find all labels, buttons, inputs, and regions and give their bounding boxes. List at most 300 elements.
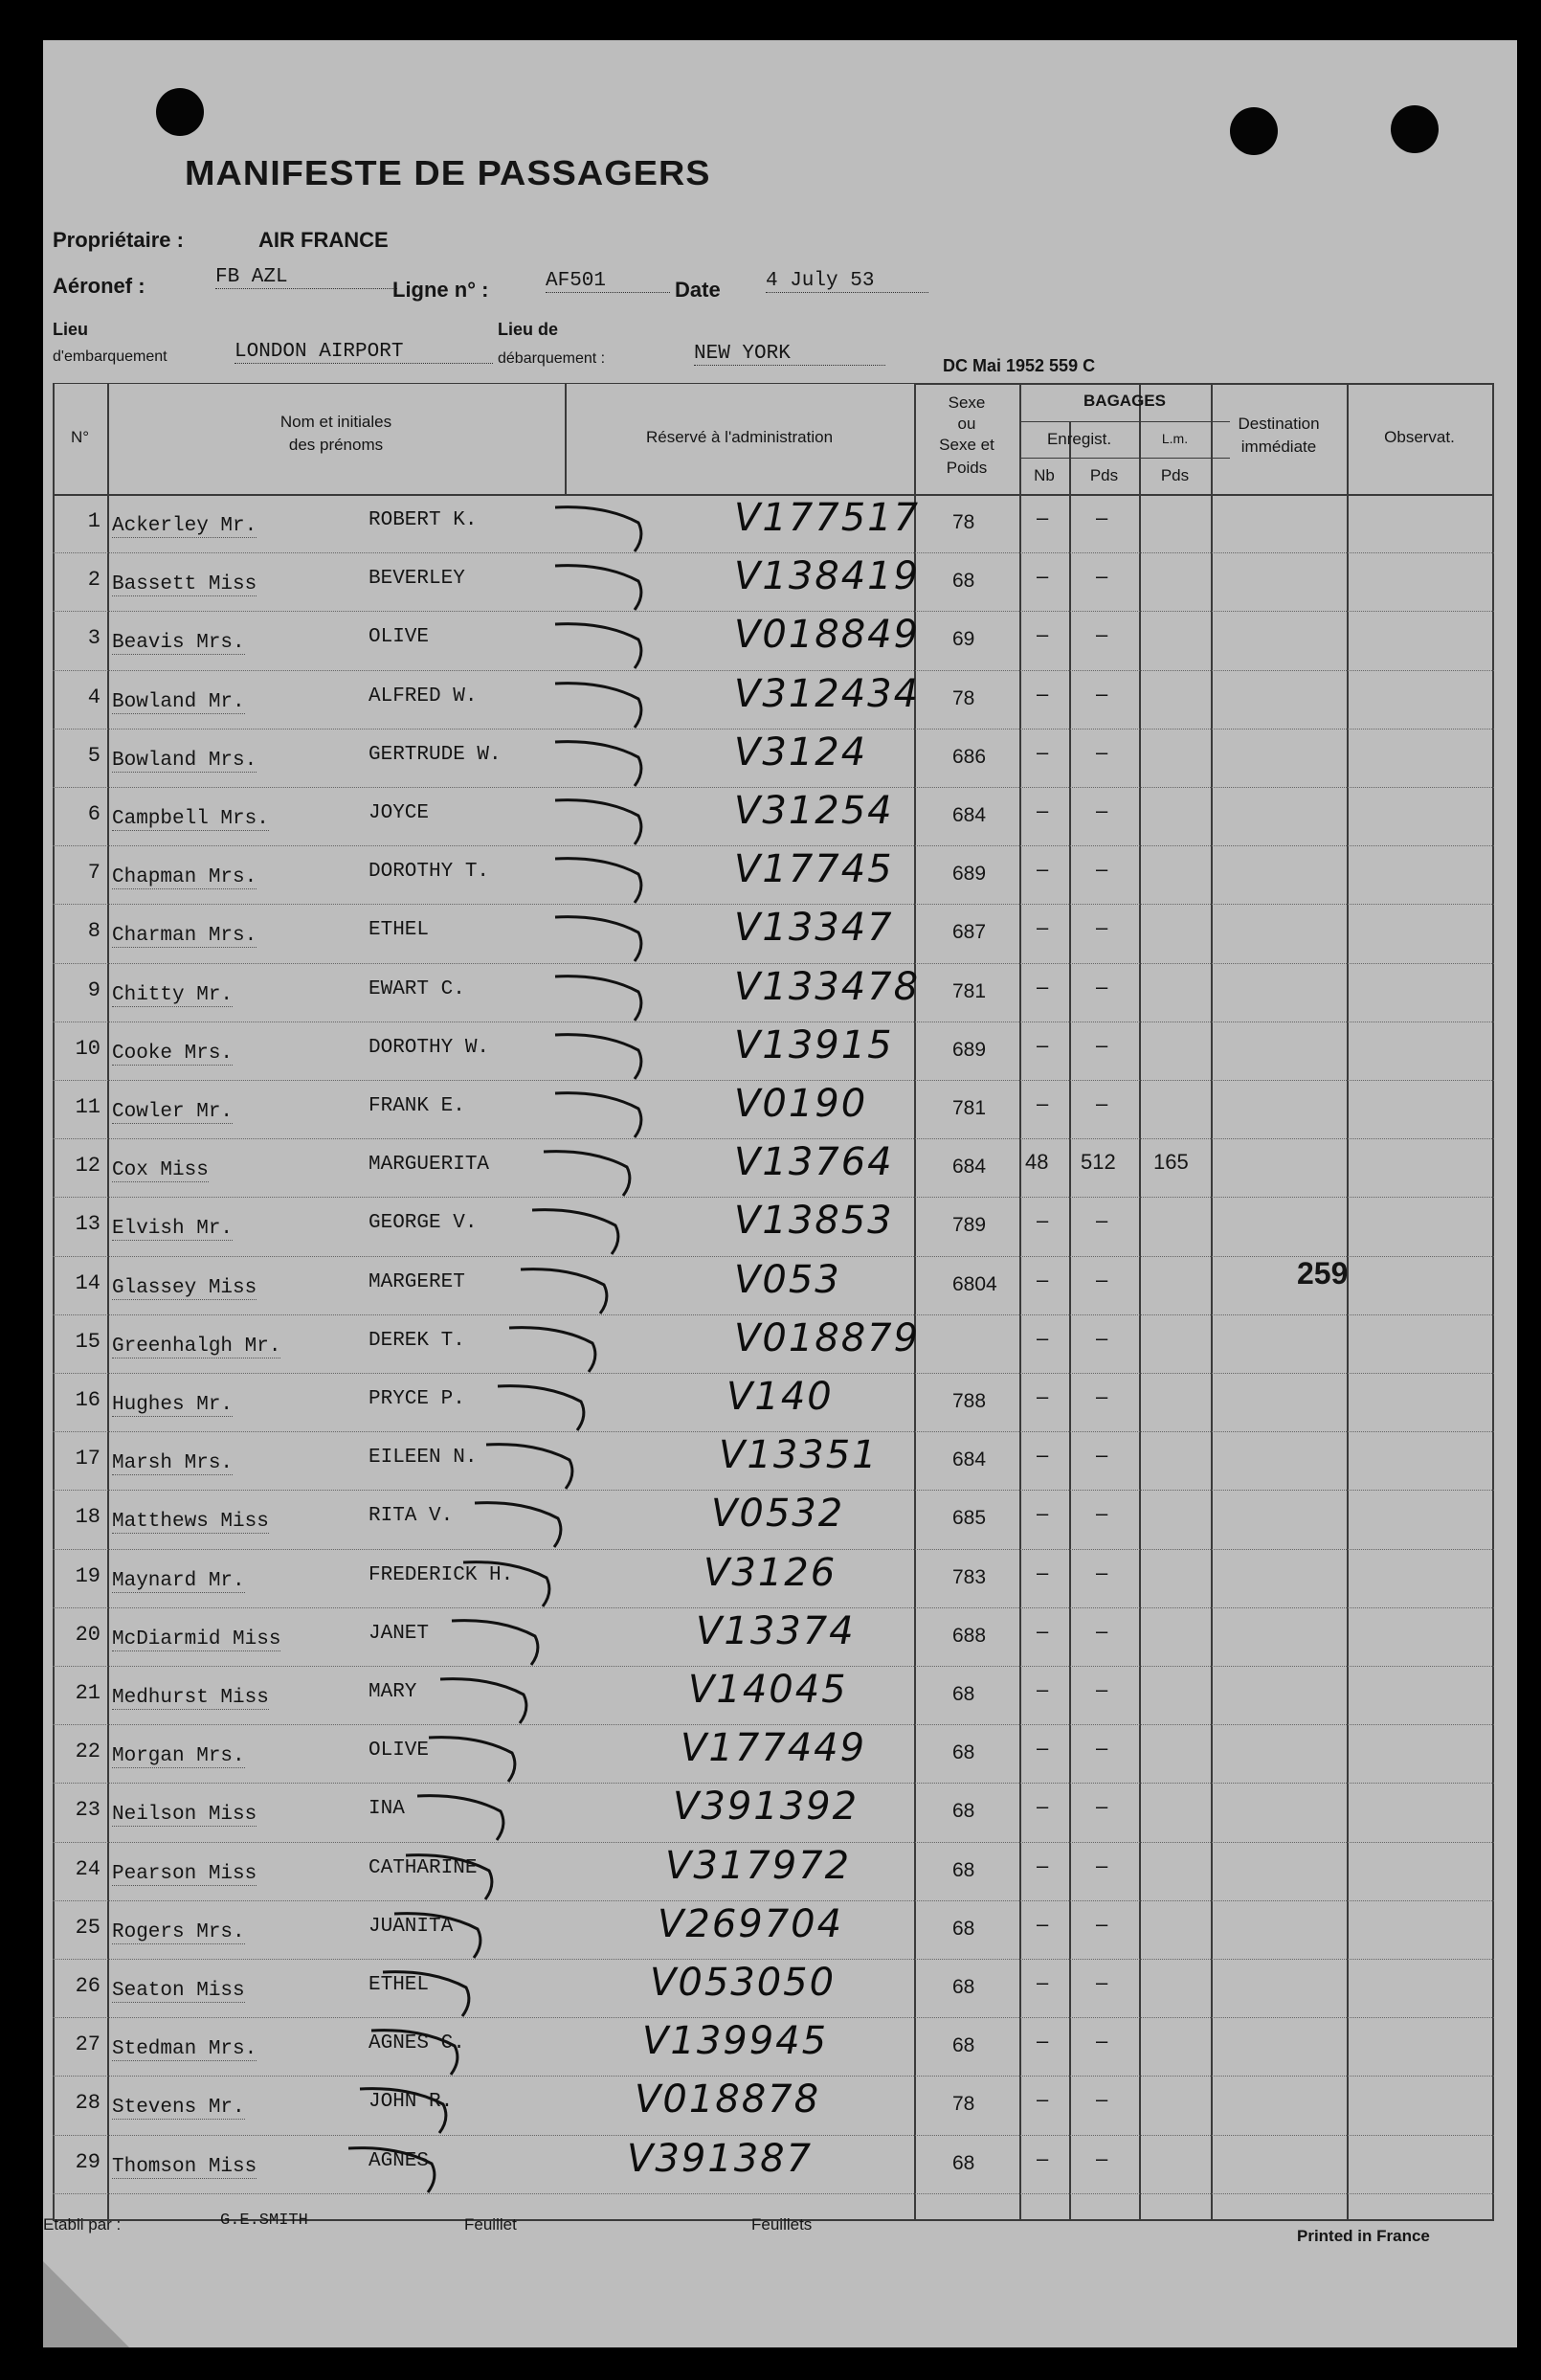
- empty-dash-icon: –: [1096, 1501, 1108, 1526]
- check-mark-icon: [470, 1490, 585, 1557]
- passenger-surname: Ackerley Mr.: [112, 515, 257, 537]
- check-mark-icon: [344, 2135, 458, 2202]
- ligne-label: Ligne n° :: [392, 278, 489, 302]
- passenger-table: [53, 383, 1494, 2219]
- admin-reference: V139945: [642, 2019, 829, 2064]
- table-row: [53, 1256, 1494, 1311]
- passenger-given-names: INA: [368, 1798, 405, 1821]
- passenger-surname: Chapman Mrs.: [112, 866, 257, 889]
- empty-dash-icon: –: [1096, 857, 1108, 882]
- passenger-surname: Chitty Mr.: [112, 983, 234, 1006]
- lieu-debarquement-label-2: débarquement :: [498, 350, 606, 367]
- empty-dash-icon: –: [1096, 1384, 1108, 1408]
- table-row: [53, 1900, 1494, 1955]
- table-row: [53, 552, 1494, 607]
- row-number: 23: [75, 1798, 100, 1823]
- empty-dash-icon: –: [1037, 1736, 1049, 1761]
- check-mark-icon: [413, 1783, 527, 1850]
- row-number: 25: [75, 1915, 100, 1940]
- admin-reference: V269704: [658, 1901, 844, 1946]
- passenger-surname: Rogers Mrs.: [112, 1920, 245, 1943]
- passenger-surname: Elvish Mr.: [112, 1218, 234, 1241]
- empty-dash-icon: –: [1037, 1267, 1049, 1291]
- empty-dash-icon: –: [1096, 564, 1108, 589]
- empty-dash-icon: –: [1096, 974, 1108, 999]
- row-number: 27: [75, 2032, 100, 2057]
- row-number: 7: [87, 861, 100, 886]
- empty-dash-icon: –: [1037, 1911, 1049, 1936]
- passenger-given-names: OLIVE: [368, 626, 430, 649]
- check-mark-icon: [550, 904, 665, 971]
- check-mark-icon: [550, 963, 665, 1030]
- table-row: [53, 845, 1494, 900]
- hand-baggage-weight: 165: [1153, 1150, 1189, 1175]
- passenger-given-names: GEORGE V.: [368, 1212, 478, 1235]
- table-row: [53, 1842, 1494, 1897]
- empty-dash-icon: –: [1096, 2087, 1108, 2112]
- passenger-surname: Stedman Mrs.: [112, 2038, 257, 2061]
- passenger-surname: Stevens Mr.: [112, 2097, 245, 2120]
- passenger-given-names: EWART C.: [368, 977, 465, 1000]
- passenger-given-names: DOROTHY T.: [368, 861, 490, 884]
- table-row: [53, 1549, 1494, 1604]
- check-mark-icon: [355, 2076, 470, 2143]
- sexe-poids-value: 684: [952, 1448, 987, 1471]
- lieu-debarquement-value: NEW YORK: [694, 343, 885, 366]
- sexe-poids-value: 781: [952, 1097, 987, 1119]
- table-row: [53, 963, 1494, 1018]
- passenger-surname: Beavis Mrs.: [112, 632, 245, 655]
- passenger-surname: Greenhalgh Mr.: [112, 1335, 281, 1358]
- empty-dash-icon: –: [1037, 739, 1049, 764]
- row-number: 6: [87, 802, 100, 826]
- table-row: [53, 729, 1494, 783]
- col-header-admin: Réservé à l'administration: [645, 428, 834, 446]
- check-mark-icon: [390, 1900, 504, 1967]
- admin-reference: V018849: [734, 613, 921, 658]
- passenger-surname: Bowland Mr.: [112, 690, 245, 713]
- empty-dash-icon: –: [1096, 1736, 1108, 1761]
- table-row: [53, 2135, 1494, 2189]
- empty-dash-icon: –: [1037, 1325, 1049, 1350]
- passenger-given-names: ROBERT K.: [368, 509, 478, 531]
- check-mark-icon: [550, 1080, 665, 1147]
- admin-reference: V14045: [688, 1668, 848, 1712]
- passenger-given-names: MARY: [368, 1681, 417, 1703]
- passenger-given-names: DEREK T.: [368, 1329, 465, 1352]
- check-mark-icon: [539, 1138, 654, 1205]
- sexe-poids-value: 78: [952, 511, 975, 533]
- col-header-destination-2: immédiate: [1240, 438, 1317, 456]
- table-row: [53, 1197, 1494, 1251]
- empty-dash-icon: –: [1096, 1208, 1108, 1233]
- empty-dash-icon: –: [1037, 1560, 1049, 1584]
- admin-reference: V0532: [711, 1492, 845, 1537]
- sexe-poids-value: 686: [952, 745, 987, 768]
- col-header-no: N°: [70, 428, 90, 446]
- sexe-poids-value: 789: [952, 1214, 987, 1237]
- passenger-given-names: RITA V.: [368, 1505, 454, 1528]
- table-row: [53, 494, 1494, 549]
- empty-dash-icon: –: [1096, 1618, 1108, 1643]
- admin-reference: V391392: [673, 1785, 860, 1830]
- passenger-surname: Neilson Miss: [112, 1804, 257, 1827]
- admin-reference: V0190: [734, 1082, 868, 1126]
- empty-dash-icon: –: [1096, 1852, 1108, 1877]
- empty-dash-icon: –: [1037, 1501, 1049, 1526]
- empty-dash-icon: –: [1096, 739, 1108, 764]
- row-number: 2: [87, 568, 100, 593]
- passenger-surname: Maynard Mr.: [112, 1569, 245, 1592]
- passenger-surname: Seaton Miss: [112, 1980, 245, 2002]
- empty-dash-icon: –: [1037, 1794, 1049, 1819]
- row-number: 16: [75, 1388, 100, 1412]
- passenger-given-names: MARGERET: [368, 1270, 465, 1293]
- table-row: [53, 1724, 1494, 1779]
- admin-reference: V13915: [734, 1022, 894, 1067]
- row-number: 10: [75, 1036, 100, 1061]
- sexe-poids-value: 69: [952, 628, 975, 651]
- table-row: [53, 1431, 1494, 1486]
- sexe-poids-value: 684: [952, 1156, 987, 1179]
- empty-dash-icon: –: [1037, 1384, 1049, 1408]
- admin-reference: V3124: [734, 730, 868, 775]
- admin-reference: V053050: [650, 1961, 837, 2005]
- passenger-given-names: GERTRUDE W.: [368, 743, 502, 766]
- table-row: [53, 1607, 1494, 1662]
- empty-dash-icon: –: [1037, 915, 1049, 940]
- table-row: [53, 1138, 1494, 1193]
- empty-dash-icon: –: [1037, 622, 1049, 647]
- empty-dash-icon: –: [1096, 1911, 1108, 1936]
- table-row: [53, 670, 1494, 725]
- passenger-given-names: AGNES C.: [368, 2032, 465, 2055]
- sexe-poids-value: 684: [952, 804, 987, 826]
- sexe-poids-value: 685: [952, 1507, 987, 1530]
- empty-dash-icon: –: [1037, 974, 1049, 999]
- col-header-bagages: BAGAGES: [1083, 392, 1166, 410]
- empty-dash-icon: –: [1096, 1560, 1108, 1584]
- date-label: Date: [675, 278, 721, 302]
- passenger-surname: Pearson Miss: [112, 1862, 257, 1885]
- col-header-sexe-2: ou: [957, 415, 976, 433]
- row-number: 18: [75, 1505, 100, 1530]
- sexe-poids-value: 783: [952, 1565, 987, 1588]
- row-number: 15: [75, 1329, 100, 1354]
- admin-reference: V177449: [681, 1726, 867, 1771]
- admin-reference: V317972: [665, 1843, 852, 1888]
- passenger-surname: Medhurst Miss: [112, 1687, 269, 1709]
- lieu-embarquement-label-2: d'embarquement: [53, 348, 168, 365]
- table-row: [53, 611, 1494, 665]
- page-title: MANIFESTE DE PASSAGERS: [185, 153, 711, 192]
- table-row: [53, 2076, 1494, 2130]
- empty-dash-icon: –: [1037, 2087, 1049, 2112]
- sexe-poids-value: 689: [952, 1038, 987, 1061]
- table-row: [53, 1490, 1494, 1544]
- passenger-surname: Morgan Mrs.: [112, 1745, 245, 1768]
- col-header-lm: L.m.: [1161, 431, 1189, 446]
- table-row: [53, 1959, 1494, 2013]
- sexe-poids-value: 68: [952, 1976, 975, 1998]
- row-number: 21: [75, 1681, 100, 1705]
- admin-reference: V31254: [734, 789, 894, 833]
- row-divider: [53, 2193, 1494, 2194]
- table-row: [53, 904, 1494, 958]
- passenger-surname: Charman Mrs.: [112, 925, 257, 948]
- empty-dash-icon: –: [1037, 798, 1049, 822]
- row-number: 28: [75, 2091, 100, 2116]
- passenger-surname: Bowland Mrs.: [112, 749, 257, 772]
- proprietaire-label: Propriétaire :: [53, 228, 184, 252]
- row-number: 29: [75, 2149, 100, 2174]
- admin-reference: V018879: [734, 1315, 921, 1360]
- empty-dash-icon: –: [1096, 1325, 1108, 1350]
- empty-dash-icon: –: [1096, 2029, 1108, 2054]
- row-number: 24: [75, 1856, 100, 1881]
- aeronef-value: FB AZL: [215, 266, 397, 289]
- passenger-surname: Marsh Mrs.: [112, 1452, 234, 1475]
- check-mark-icon: [504, 1314, 619, 1381]
- sexe-poids-value: 687: [952, 921, 987, 944]
- manifest-sheet: [43, 40, 1517, 2347]
- check-mark-icon: [550, 787, 665, 854]
- row-number: 26: [75, 1974, 100, 1998]
- check-mark-icon: [550, 611, 665, 678]
- empty-dash-icon: –: [1037, 564, 1049, 589]
- admin-reference: V133478: [734, 964, 921, 1009]
- baggage-count: 48: [1025, 1150, 1049, 1175]
- check-mark-icon: [550, 845, 665, 912]
- row-number: 17: [75, 1447, 100, 1471]
- empty-dash-icon: –: [1096, 1970, 1108, 1994]
- passenger-surname: Hughes Mr.: [112, 1394, 234, 1416]
- empty-dash-icon: –: [1096, 681, 1108, 706]
- table-row: [53, 1080, 1494, 1134]
- col-header-pds-1: Pds: [1089, 466, 1119, 484]
- empty-dash-icon: –: [1037, 1032, 1049, 1057]
- check-mark-icon: [378, 1959, 493, 2026]
- admin-reference: V13351: [719, 1433, 879, 1478]
- row-number: 14: [75, 1270, 100, 1295]
- sexe-poids-value: 78: [952, 2093, 975, 2116]
- sexe-poids-value: 68: [952, 1800, 975, 1823]
- check-mark-icon: [436, 1666, 550, 1733]
- row-number: 3: [87, 626, 100, 651]
- table-row: [53, 2017, 1494, 2072]
- passenger-surname: Campbell Mrs.: [112, 808, 269, 830]
- empty-dash-icon: –: [1096, 915, 1108, 940]
- etabli-label: Etabli par :: [43, 2215, 122, 2234]
- sexe-poids-value: 781: [952, 979, 987, 1002]
- check-mark-icon: [424, 1724, 539, 1791]
- lieu-embarquement-value: LONDON AIRPORT: [234, 341, 493, 364]
- date-value: 4 July 53: [766, 270, 928, 293]
- table-row: [53, 1783, 1494, 1837]
- admin-reference: V13347: [734, 906, 894, 951]
- empty-dash-icon: –: [1096, 1443, 1108, 1468]
- check-mark-icon: [550, 494, 665, 561]
- passenger-given-names: JOHN R.: [368, 2091, 454, 2114]
- empty-dash-icon: –: [1037, 1970, 1049, 1994]
- check-mark-icon: [527, 1197, 642, 1264]
- ligne-value: AF501: [546, 270, 670, 293]
- sexe-poids-value: 78: [952, 686, 975, 709]
- table-row: [53, 1314, 1494, 1369]
- sexe-poids-value: 788: [952, 1390, 987, 1412]
- col-header-sexe-4: Poids: [946, 459, 988, 477]
- admin-reference: V138419: [734, 554, 921, 599]
- col-header-name-2: des prénoms: [288, 436, 384, 454]
- row-number: 8: [87, 919, 100, 944]
- admin-reference: V312434: [734, 671, 921, 716]
- punch-hole-right-2: [1391, 105, 1439, 153]
- passenger-given-names: ALFRED W.: [368, 685, 478, 707]
- admin-reference: V17745: [734, 847, 894, 892]
- row-number: 13: [75, 1212, 100, 1237]
- empty-dash-icon: –: [1037, 1443, 1049, 1468]
- punch-hole-left: [156, 88, 204, 136]
- passenger-surname: Thomson Miss: [112, 2155, 257, 2178]
- check-mark-icon: [516, 1256, 631, 1323]
- col-header-enregist: Enregist.: [1046, 430, 1112, 448]
- printed-in-france: Printed in France: [1297, 2227, 1430, 2245]
- passenger-given-names: FREDERICK H.: [368, 1563, 514, 1586]
- empty-dash-icon: –: [1096, 1677, 1108, 1701]
- col-header-pds-2: Pds: [1160, 466, 1190, 484]
- check-mark-icon: [550, 552, 665, 619]
- empty-dash-icon: –: [1096, 505, 1108, 529]
- passenger-given-names: BEVERLEY: [368, 568, 465, 591]
- row-number: 22: [75, 1740, 100, 1764]
- sexe-poids-value: 68: [952, 1917, 975, 1940]
- passenger-surname: Cox Miss: [112, 1159, 209, 1182]
- aeronef-label: Aéronef :: [53, 274, 145, 298]
- empty-dash-icon: –: [1096, 622, 1108, 647]
- table-row: [53, 1666, 1494, 1720]
- table-row: [53, 1022, 1494, 1076]
- check-mark-icon: [550, 670, 665, 737]
- empty-dash-icon: –: [1037, 505, 1049, 529]
- empty-dash-icon: –: [1096, 1794, 1108, 1819]
- passenger-surname: Cooke Mrs.: [112, 1042, 234, 1065]
- empty-dash-icon: –: [1096, 1032, 1108, 1057]
- empty-dash-icon: –: [1037, 2029, 1049, 2054]
- check-mark-icon: [447, 1607, 562, 1674]
- passenger-surname: Matthews Miss: [112, 1511, 269, 1534]
- row-number: 5: [87, 743, 100, 768]
- col-header-nb: Nb: [1034, 466, 1055, 484]
- empty-dash-icon: –: [1037, 1852, 1049, 1877]
- empty-dash-icon: –: [1037, 2145, 1049, 2170]
- empty-dash-icon: –: [1037, 1618, 1049, 1643]
- passenger-surname: McDiarmid Miss: [112, 1628, 281, 1650]
- check-mark-icon: [401, 1842, 516, 1909]
- admin-reference: V177517: [734, 496, 921, 540]
- empty-dash-icon: –: [1037, 681, 1049, 706]
- empty-dash-icon: –: [1096, 1091, 1108, 1115]
- passenger-given-names: JANET: [368, 1622, 430, 1645]
- passenger-given-names: EILEEN N.: [368, 1447, 478, 1470]
- form-code: DC Mai 1952 559 C: [943, 356, 1096, 375]
- table-row: [53, 787, 1494, 842]
- empty-dash-icon: –: [1037, 857, 1049, 882]
- sexe-poids-value: 68: [952, 1858, 975, 1881]
- sexe-poids-value: 68: [952, 2151, 975, 2174]
- sexe-poids-value: 688: [952, 1624, 987, 1647]
- sexe-poids-value: 68: [952, 2034, 975, 2057]
- passenger-surname: Glassey Miss: [112, 1276, 257, 1299]
- passenger-given-names: PRYCE P.: [368, 1388, 465, 1410]
- passenger-given-names: DOROTHY W.: [368, 1036, 490, 1059]
- empty-dash-icon: –: [1096, 1267, 1108, 1291]
- etabli-value: G.E.SMITH: [220, 2212, 308, 2230]
- folded-corner: [43, 2261, 129, 2347]
- admin-reference: V391387: [627, 2136, 814, 2181]
- admin-reference: V13853: [734, 1199, 894, 1244]
- lieu-debarquement-label-1: Lieu de: [498, 320, 559, 339]
- sexe-poids-value: 6804: [952, 1272, 997, 1295]
- empty-dash-icon: –: [1037, 1677, 1049, 1701]
- col-header-observ: Observat.: [1384, 428, 1455, 446]
- proprietaire-value: AIR FRANCE: [258, 228, 389, 252]
- passenger-given-names: ETHEL: [368, 1974, 430, 1996]
- row-number: 4: [87, 685, 100, 709]
- admin-reference: V3126: [704, 1550, 838, 1595]
- check-mark-icon: [481, 1431, 596, 1498]
- passenger-given-names: FRANK E.: [368, 1095, 465, 1117]
- admin-reference: V018878: [635, 2077, 821, 2122]
- passenger-given-names: ETHEL: [368, 919, 430, 942]
- feuillet-label: Feuillet: [464, 2215, 517, 2234]
- empty-dash-icon: –: [1096, 2145, 1108, 2170]
- check-mark-icon: [493, 1373, 608, 1440]
- empty-dash-icon: –: [1096, 798, 1108, 822]
- sexe-poids-value: 689: [952, 863, 987, 886]
- sexe-poids-value: 68: [952, 1741, 975, 1764]
- passenger-given-names: JOYCE: [368, 802, 430, 824]
- check-mark-icon: [550, 729, 665, 796]
- passenger-given-names: JUANITA: [368, 1915, 454, 1938]
- col-header-sexe-3: Sexe et: [939, 436, 994, 454]
- admin-reference: V13374: [696, 1608, 856, 1653]
- feuillets-label: Feuillets: [751, 2215, 813, 2234]
- row-number: 11: [75, 1095, 100, 1119]
- destination-total: 259: [1297, 1256, 1349, 1291]
- passenger-given-names: CATHARINE: [368, 1856, 478, 1879]
- check-mark-icon: [458, 1549, 573, 1616]
- empty-dash-icon: –: [1037, 1091, 1049, 1115]
- admin-reference: V13764: [734, 1140, 894, 1185]
- row-number: 20: [75, 1622, 100, 1647]
- row-number: 19: [75, 1563, 100, 1588]
- sexe-poids-value: 68: [952, 570, 975, 593]
- col-header-name-1: Nom et initiales: [279, 413, 392, 431]
- passenger-given-names: AGNES: [368, 2149, 430, 2172]
- passenger-surname: Cowler Mr.: [112, 1101, 234, 1123]
- lieu-embarquement-label-1: Lieu: [53, 320, 89, 339]
- check-mark-icon: [550, 1022, 665, 1089]
- table-row: [53, 1373, 1494, 1427]
- admin-reference: V053: [734, 1257, 841, 1302]
- col-header-sexe-1: Sexe: [948, 393, 986, 412]
- passenger-given-names: MARGUERITA: [368, 1154, 490, 1177]
- check-mark-icon: [367, 2017, 481, 2084]
- passenger-surname: Bassett Miss: [112, 573, 257, 596]
- row-number: 1: [87, 509, 100, 533]
- row-number: 9: [87, 977, 100, 1002]
- passenger-given-names: OLIVE: [368, 1740, 430, 1763]
